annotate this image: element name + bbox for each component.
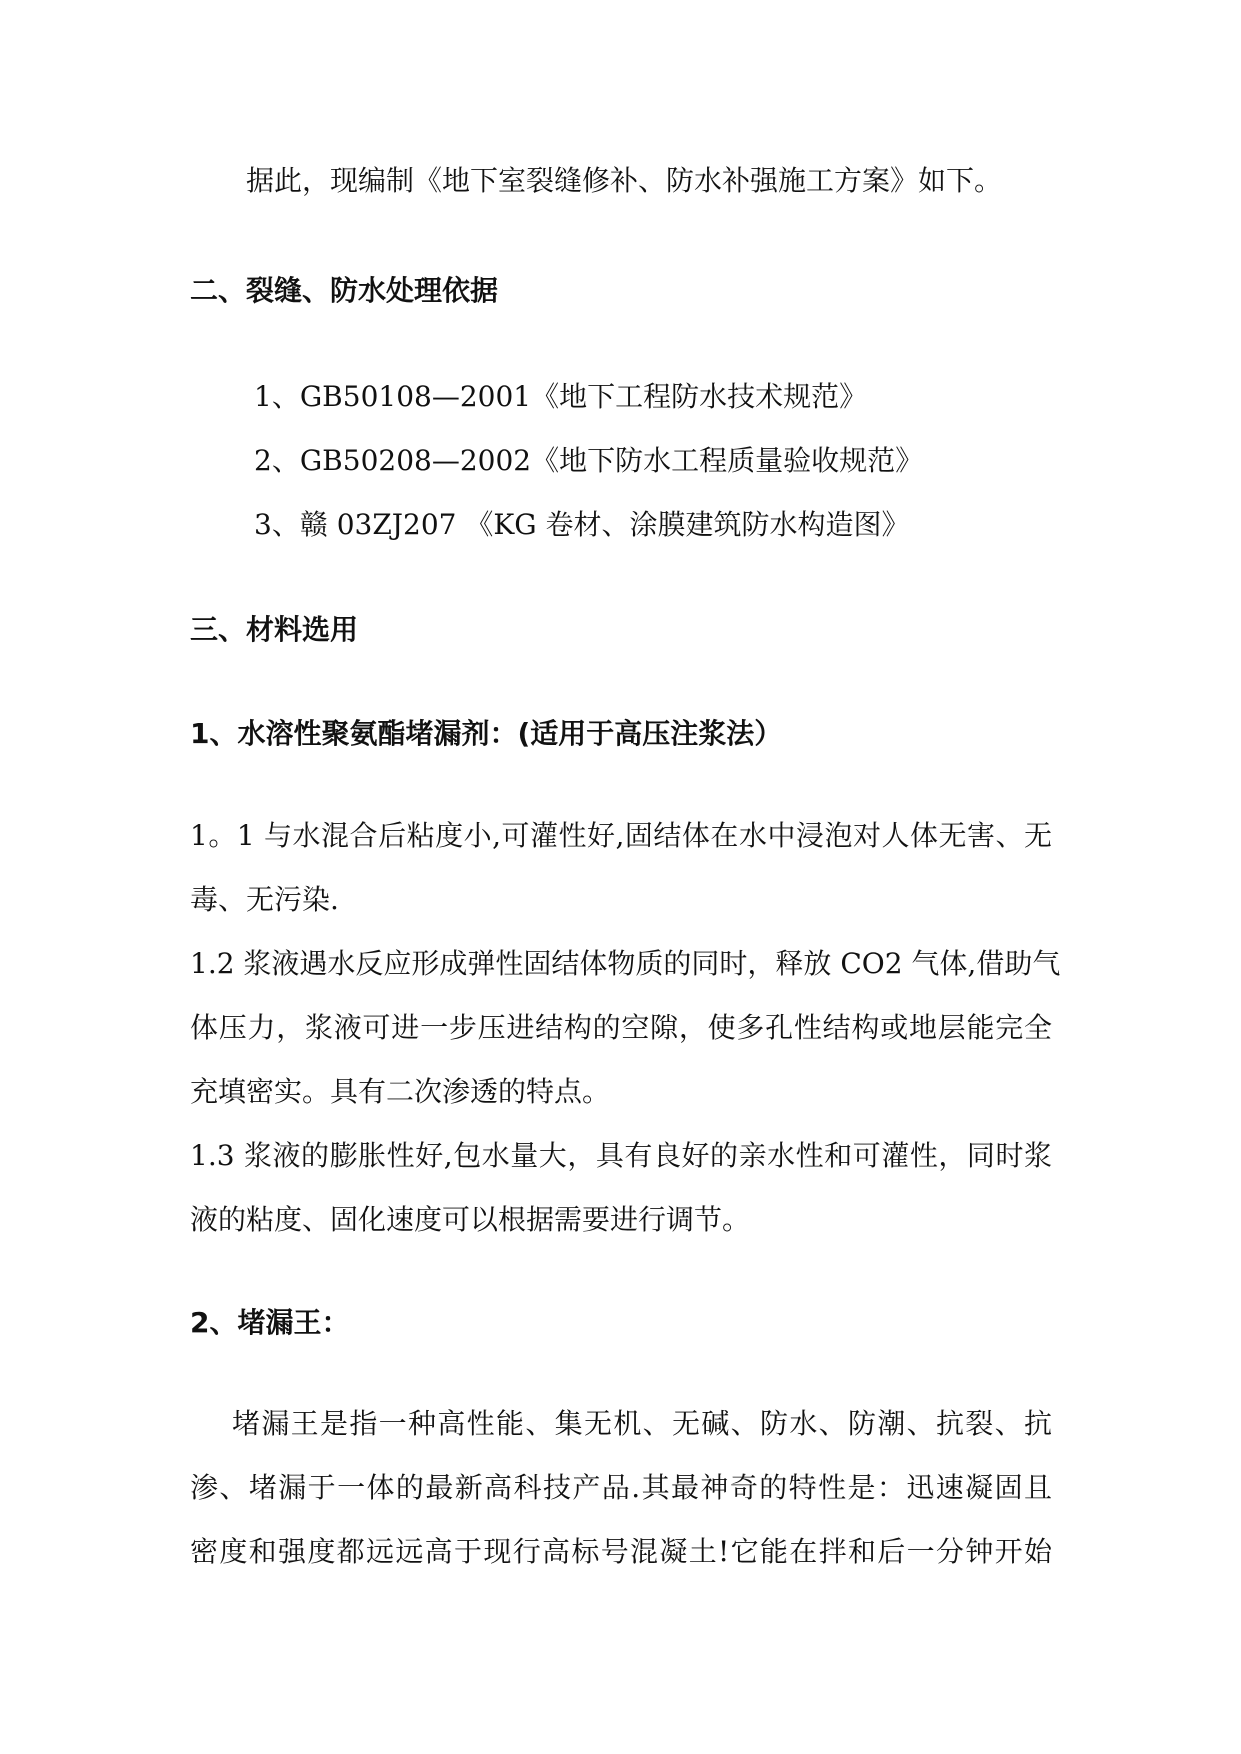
material-2-line-3: 密度和强度都远远高于现行高标号混凝土!它能在拌和后一分钟开始 — [190, 1535, 1052, 1568]
section-2-heading: 二、裂缝、防水处理依据 — [190, 274, 499, 307]
material-1-heading: 1、水溶性聚氨酯堵漏剂：(适用于高压注浆法） — [190, 717, 783, 750]
material-1-line-2: 毒、无污染. — [190, 883, 339, 916]
basis-item-3: 3、赣 03ZJ207 《KG 卷材、涂膜建筑防水构造图》 — [254, 508, 910, 541]
material-1-line-7: 液的粘度、固化速度可以根据需要进行调节。 — [190, 1203, 751, 1236]
material-1-line-1: 1。1 与水混合后粘度小,可灌性好,固结体在水中浸泡对人体无害、无 — [190, 819, 1052, 852]
intro-paragraph: 据此，现编制《地下室裂缝修补、防水补强施工方案》如下。 — [246, 164, 1003, 197]
material-1-line-6: 1.3 浆液的膨胀性好,包水量大，具有良好的亲水性和可灌性，同时浆 — [190, 1139, 1052, 1172]
basis-item-2: 2、GB50208—2002《地下防水工程质量验收规范》 — [254, 444, 924, 477]
material-2-line-2: 渗、堵漏于一体的最新高科技产品.其最神奇的特性是：迅速凝固且 — [190, 1471, 1052, 1504]
material-1-line-5: 充填密实。具有二次渗透的特点。 — [190, 1075, 611, 1108]
material-2-line-1: 堵漏王是指一种高性能、集无机、无碱、防水、防潮、抗裂、抗 — [232, 1407, 1052, 1440]
material-1-line-4: 体压力，浆液可进一步压进结构的空隙，使多孔性结构或地层能完全 — [190, 1011, 1052, 1044]
section-3-heading: 三、材料选用 — [190, 613, 359, 646]
material-2-heading: 2、堵漏王： — [190, 1306, 350, 1339]
basis-item-1: 1、GB50108—2001《地下工程防水技术规范》 — [254, 380, 868, 413]
material-1-line-3: 1.2 浆液遇水反应形成弹性固结体物质的同时，释放 CO2 气体,借助气 — [190, 947, 1061, 980]
